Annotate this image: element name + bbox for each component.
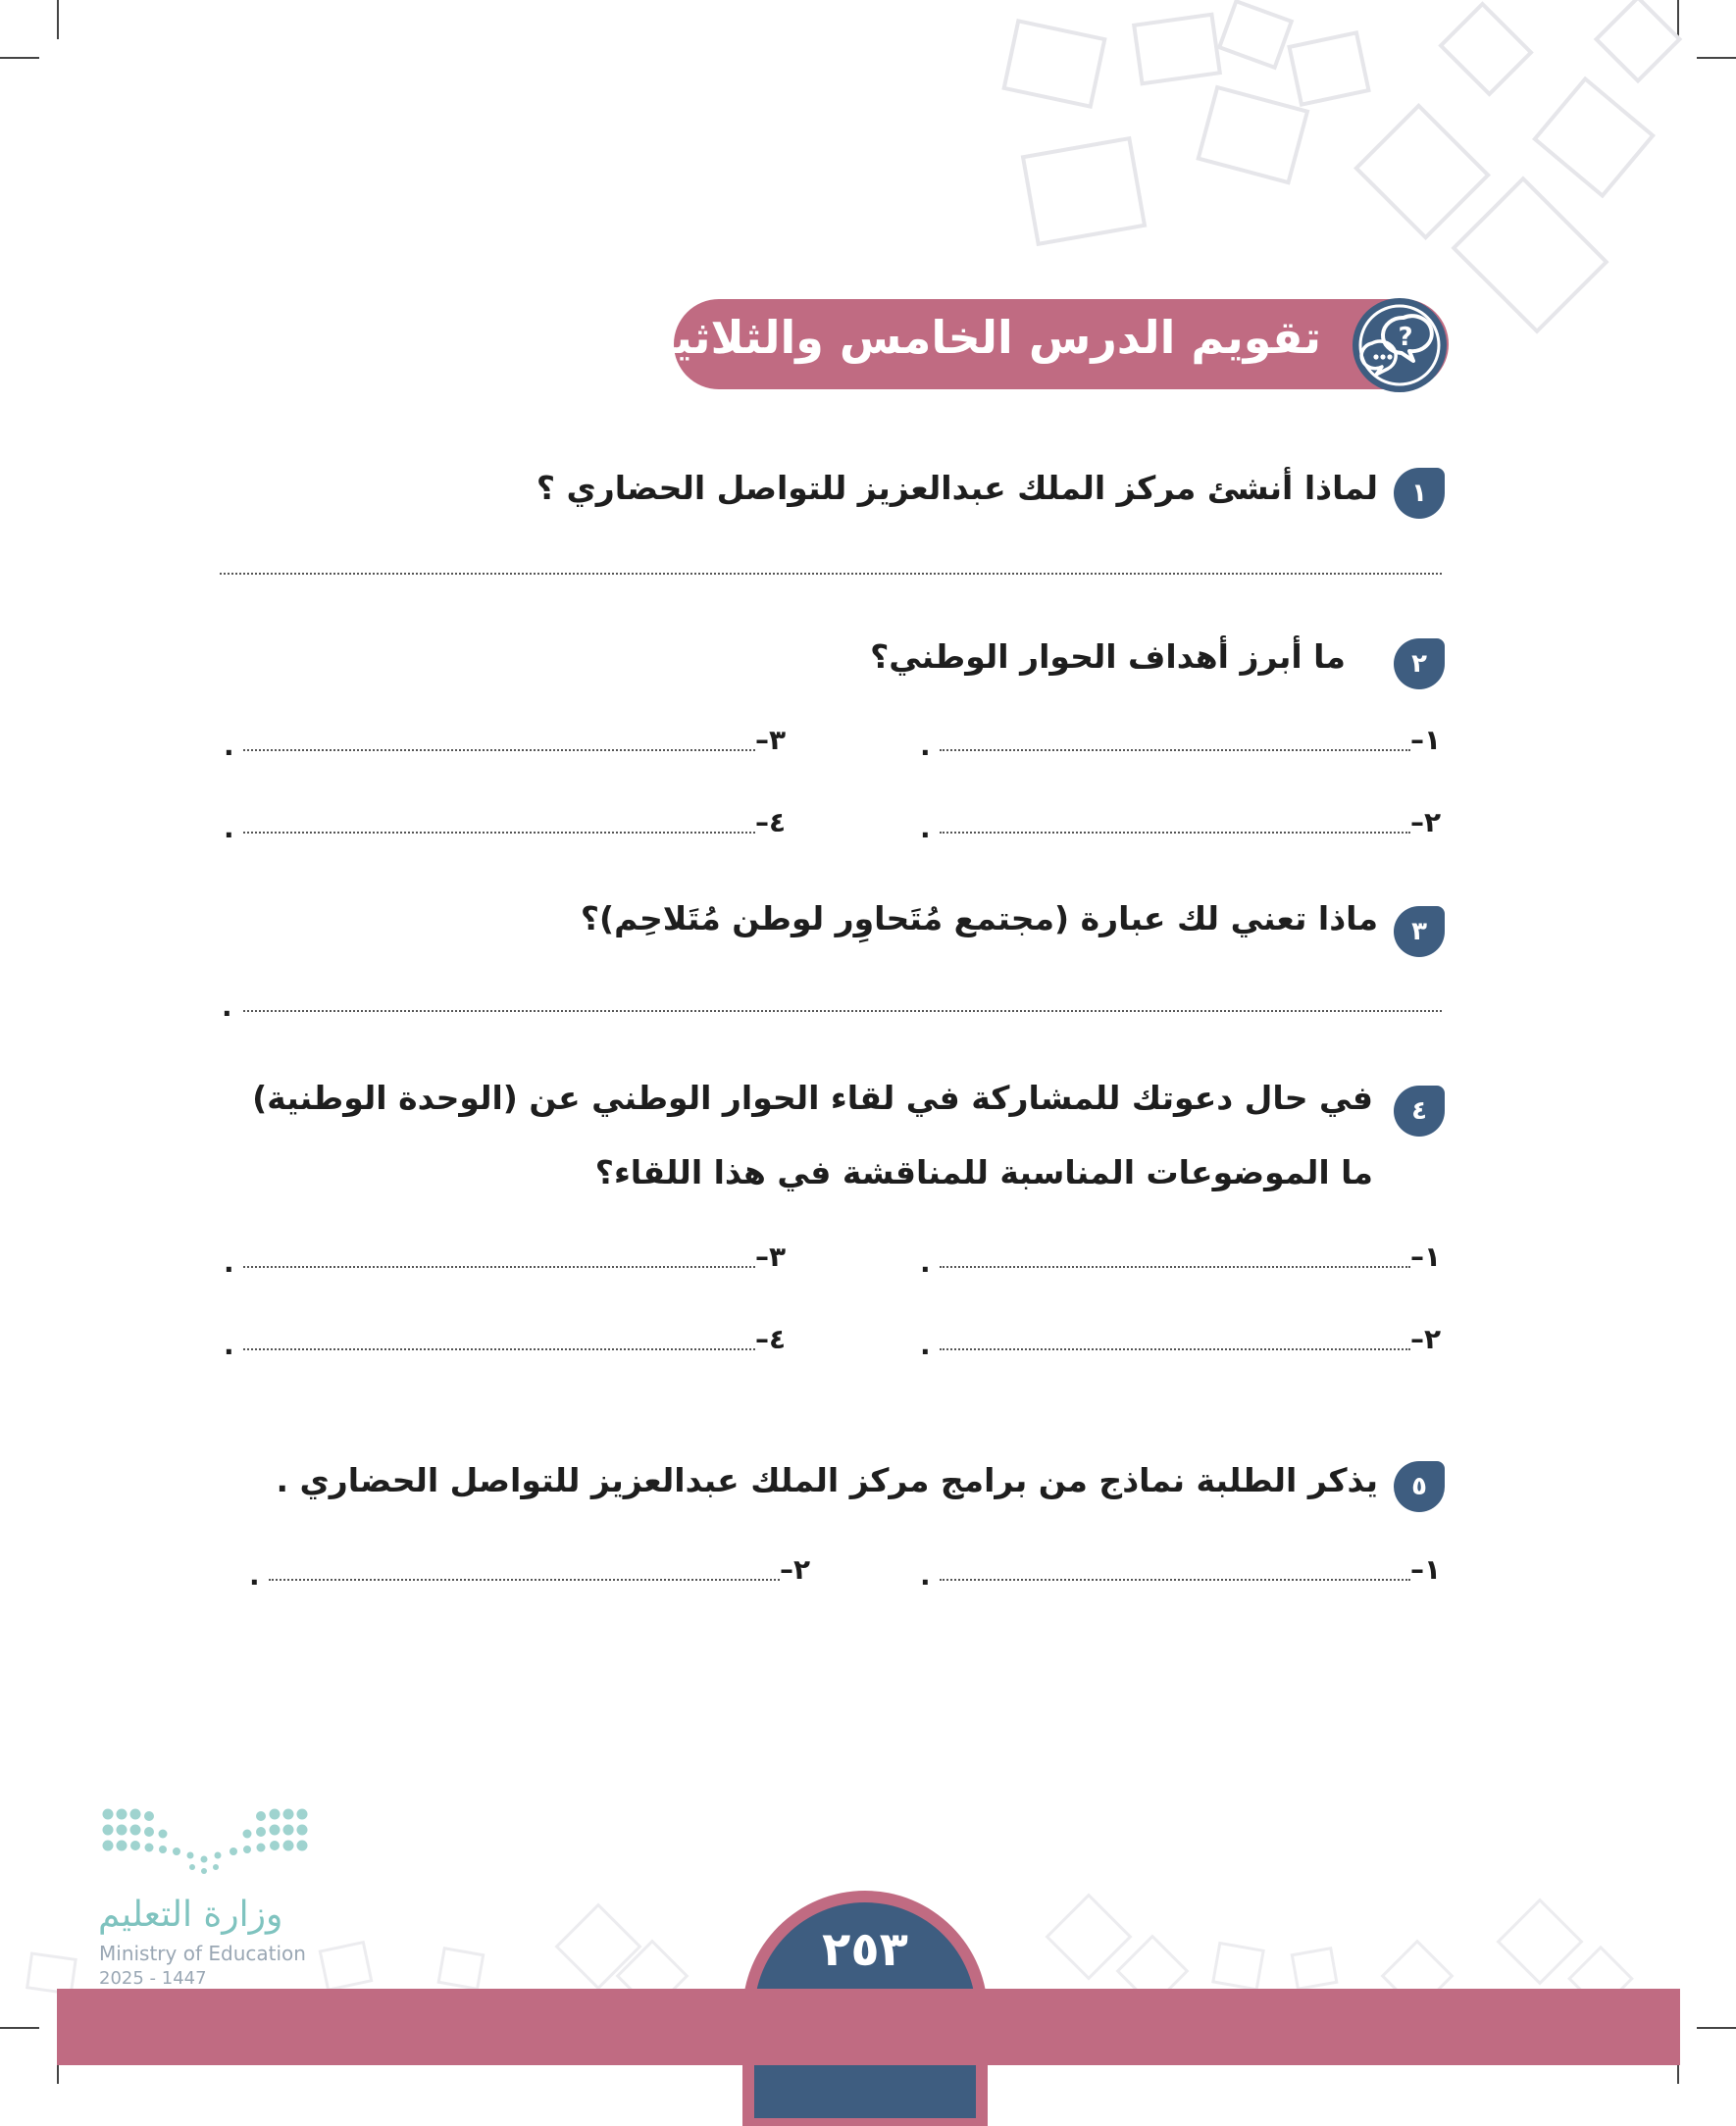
answer-label: ٢– bbox=[1410, 806, 1442, 838]
question-speech-bubble-icon bbox=[1351, 296, 1449, 394]
answer-label: ١– bbox=[1410, 1240, 1442, 1273]
answer-end-dot: . bbox=[222, 990, 232, 1023]
question-number-badge: ٥ bbox=[1394, 1461, 1445, 1512]
ministry-name-english: Ministry of Education bbox=[99, 1942, 306, 1965]
answer-end-dot: . bbox=[224, 1246, 234, 1279]
answer-line[interactable] bbox=[940, 832, 1410, 834]
crop-mark bbox=[57, 0, 59, 39]
question-number-badge: ١ bbox=[1394, 468, 1445, 519]
question-text: ماذا تعني لك عبارة (مجتمع مُتَحاوِر لوطن مُتَلاحِم)؟ bbox=[580, 899, 1378, 937]
question-text: يذكر الطلبة نماذج من برامج مركز الملك عبدالعزيز للتواصل الحضاري . bbox=[276, 1461, 1378, 1499]
ministry-logo-dots-icon bbox=[98, 1804, 314, 1883]
footer-bar bbox=[57, 1989, 1680, 2065]
answer-label: ١– bbox=[1410, 1553, 1442, 1586]
answer-label: ٢– bbox=[780, 1553, 811, 1586]
answer-label: ٤– bbox=[755, 1323, 787, 1355]
answer-end-dot: . bbox=[920, 730, 931, 762]
answer-end-dot: . bbox=[249, 1559, 260, 1592]
answer-label: ١– bbox=[1410, 724, 1442, 756]
answer-end-dot: . bbox=[224, 1329, 234, 1361]
question-text-continued: ما الموضوعات المناسبة للمناقشة في هذا اللقاء؟ bbox=[594, 1153, 1373, 1191]
answer-end-dot: . bbox=[920, 1246, 931, 1279]
answer-line[interactable] bbox=[220, 573, 1442, 575]
answer-end-dot: . bbox=[224, 812, 234, 844]
question-number-badge: ٣ bbox=[1394, 906, 1445, 957]
answer-line[interactable] bbox=[269, 1579, 780, 1581]
answer-line[interactable] bbox=[243, 1010, 1442, 1012]
crop-mark bbox=[0, 2027, 39, 2029]
answer-line[interactable] bbox=[243, 832, 755, 834]
question-text: في حال دعوتك للمشاركة في لقاء الحوار الوطني عن (الوحدة الوطنية) bbox=[252, 1079, 1373, 1117]
answer-line[interactable] bbox=[940, 1579, 1410, 1581]
answer-line[interactable] bbox=[243, 1348, 755, 1350]
answer-line[interactable] bbox=[940, 1348, 1410, 1350]
question-text: لماذا أنشئ مركز الملك عبدالعزيز للتواصل الحضاري ؟ bbox=[536, 469, 1378, 507]
answer-end-dot: . bbox=[920, 1559, 931, 1592]
answer-end-dot: . bbox=[224, 730, 234, 762]
answer-end-dot: . bbox=[920, 812, 931, 844]
question-number-badge: ٢ bbox=[1394, 638, 1445, 689]
answer-line[interactable] bbox=[940, 749, 1410, 751]
svg-text:?: ? bbox=[1398, 323, 1413, 352]
answer-label: ٤– bbox=[755, 806, 787, 838]
answer-label: ٣– bbox=[755, 724, 787, 756]
answer-line[interactable] bbox=[243, 749, 755, 751]
answer-line[interactable] bbox=[243, 1266, 755, 1268]
crop-mark bbox=[1677, 0, 1679, 39]
question-number-badge: ٤ bbox=[1394, 1086, 1445, 1137]
crop-mark bbox=[0, 57, 39, 59]
title-banner bbox=[635, 299, 1449, 389]
answer-label: ٢– bbox=[1410, 1323, 1442, 1355]
page-title: تقويم الدرس الخامس والثلاثين bbox=[635, 311, 1321, 364]
crop-mark bbox=[1697, 57, 1736, 59]
ministry-year: 2025 - 1447 bbox=[99, 1968, 207, 1989]
answer-label: ٣– bbox=[755, 1240, 787, 1273]
crop-mark bbox=[1697, 2027, 1736, 2029]
ministry-name-arabic: وزارة التعليم bbox=[98, 1895, 283, 1935]
page-number: ٢٥٣ bbox=[822, 1922, 908, 1977]
answer-end-dot: . bbox=[920, 1329, 931, 1361]
question-text: ما أبرز أهداف الحوار الوطني؟ bbox=[870, 637, 1346, 676]
answer-line[interactable] bbox=[940, 1266, 1410, 1268]
